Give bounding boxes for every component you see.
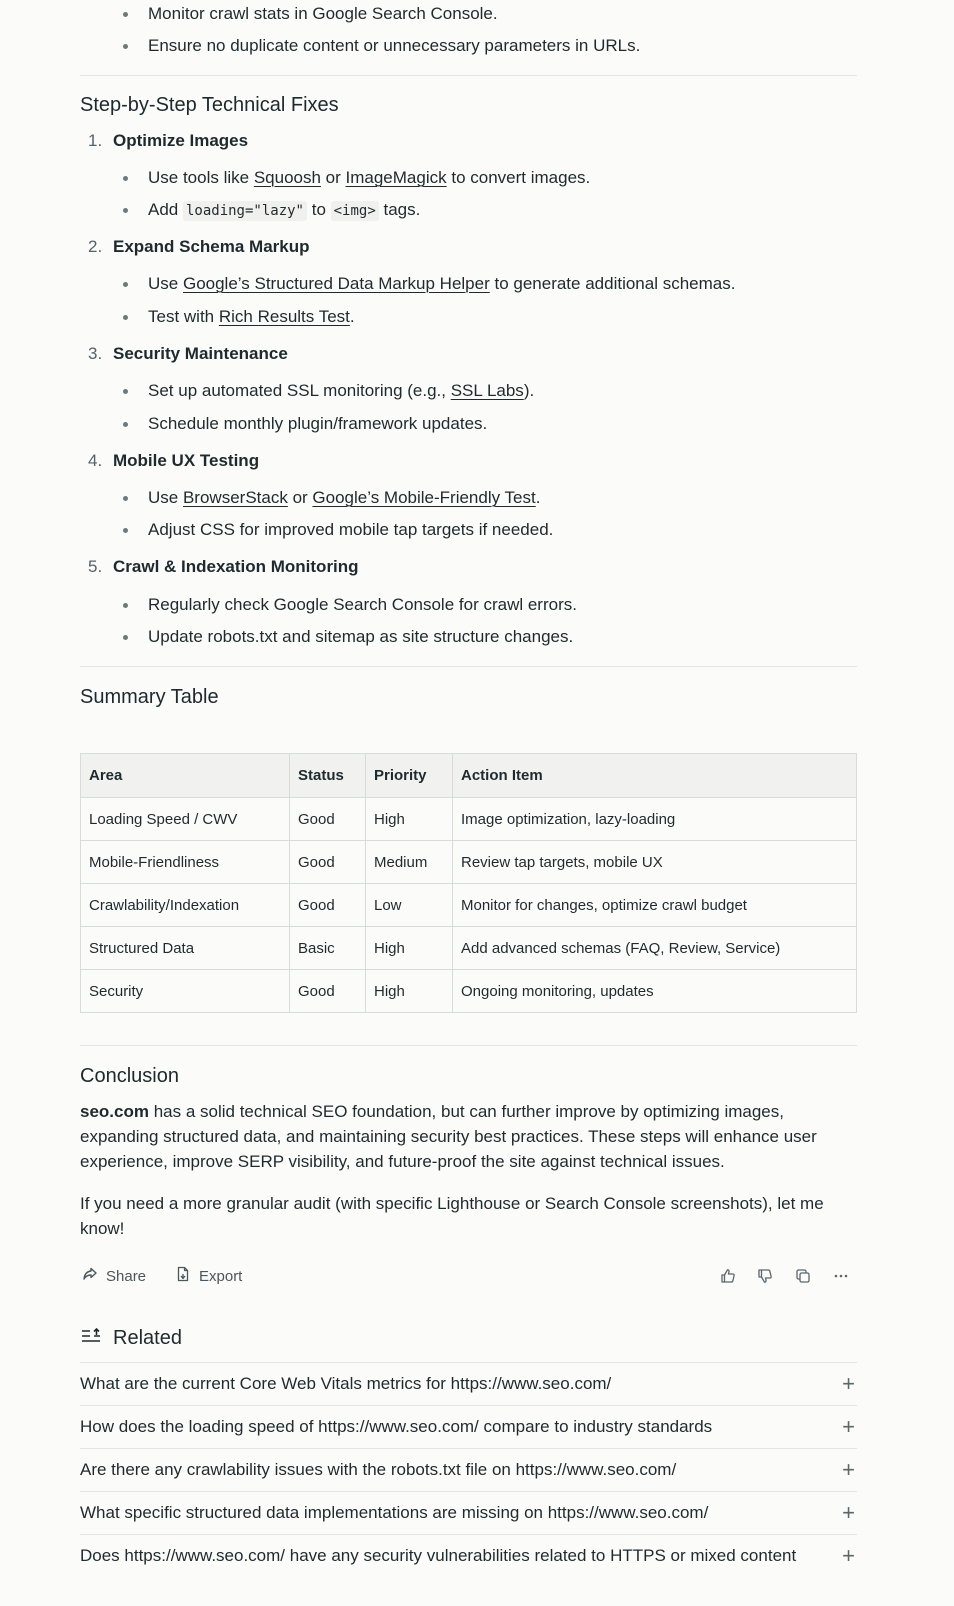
- table-header-row: [81, 754, 857, 798]
- table-cell: Low: [366, 884, 453, 927]
- list-item: Monitor crawl stats in Google Search Console.: [148, 2, 498, 26]
- section-heading-steps: Step-by-Step Technical Fixes: [80, 94, 339, 116]
- export-icon: [175, 1266, 191, 1286]
- list-item: Update robots.txt and sitemap as site structure changes.: [148, 625, 573, 649]
- list-item: Set up automated SSL monitoring (e.g., SSL Labs).: [148, 379, 534, 403]
- summary-table: [80, 753, 857, 1013]
- table-row: [81, 798, 857, 841]
- table-cell: Image optimization, lazy-loading: [453, 798, 857, 841]
- table-cell: Crawlability/Indexation: [81, 884, 290, 927]
- step-item: 5. Crawl & Indexation Monitoring: [88, 557, 359, 576]
- table-cell: High: [366, 970, 453, 1013]
- related-heading: Related: [113, 1327, 182, 1349]
- share-icon: [82, 1266, 98, 1286]
- column-header: Area: [81, 754, 290, 798]
- section-heading-conclusion: Conclusion: [80, 1065, 179, 1087]
- markup-helper-link[interactable]: Google’s Structured Data Markup Helper: [182, 274, 490, 293]
- table-cell: High: [366, 927, 453, 970]
- table-cell: Structured Data: [81, 927, 290, 970]
- table-cell: Good: [290, 884, 366, 927]
- table-cell: Add advanced schemas (FAQ, Review, Service): [453, 927, 857, 970]
- more-icon[interactable]: [830, 1265, 852, 1287]
- list-item: Ensure no duplicate content or unnecessary parameters in URLs.: [148, 34, 640, 58]
- list-item: Use Google’s Structured Data Markup Helper to generate additional schemas.: [148, 272, 735, 296]
- list-item: Use tools like Squoosh or ImageMagick to convert images.: [148, 166, 590, 190]
- plus-icon: +: [842, 1414, 855, 1439]
- related-item[interactable]: What specific structured data implementations are missing on https://www.seo.com/ +: [80, 1491, 857, 1534]
- related-item[interactable]: How does the loading speed of https://www.seo.com/ compare to industry standards +: [80, 1405, 857, 1448]
- list-item: Regularly check Google Search Console for crawl errors.: [148, 593, 577, 617]
- mobile-friendly-test-link[interactable]: Google’s Mobile-Friendly Test: [312, 488, 536, 507]
- table-row: [81, 884, 857, 927]
- table-cell: Good: [290, 798, 366, 841]
- table-row: [81, 970, 857, 1013]
- list-item: Adjust CSS for improved mobile tap targets if needed.: [148, 518, 553, 542]
- divider: [80, 666, 857, 667]
- conclusion-paragraph: seo.com has a solid technical SEO foundation, but can further improve by optimizing images, expanding structured data, and maintaining security best practices. These steps will enhance user experience, improve SERP visibility, and future-proof the site against technical issues.: [80, 1102, 817, 1171]
- column-header: Action Item: [453, 754, 857, 798]
- related-item[interactable]: What are the current Core Web Vitals metrics for https://www.seo.com/ +: [80, 1362, 857, 1405]
- step-item: 4. Mobile UX Testing: [88, 451, 260, 470]
- squoosh-link[interactable]: Squoosh: [253, 168, 321, 187]
- divider: [80, 1045, 857, 1046]
- rich-results-link[interactable]: Rich Results Test: [218, 307, 350, 326]
- table-row: [81, 927, 857, 970]
- table-cell: High: [366, 798, 453, 841]
- table-cell: Security: [81, 970, 290, 1013]
- plus-icon: +: [842, 1371, 855, 1396]
- table-cell: Monitor for changes, optimize crawl budget: [453, 884, 857, 927]
- thumbs-down-icon[interactable]: [754, 1265, 776, 1287]
- copy-icon[interactable]: [792, 1265, 814, 1287]
- related-item[interactable]: Does https://www.seo.com/ have any security vulnerabilities related to HTTPS or mixed content +: [80, 1534, 857, 1577]
- browserstack-link[interactable]: BrowserStack: [182, 488, 288, 507]
- list-item: Add loading="lazy" to <img> tags.: [148, 198, 420, 223]
- table-row: [81, 841, 857, 884]
- table-cell: Good: [290, 841, 366, 884]
- code-snippet: <img>: [331, 201, 379, 221]
- related-icon: [80, 1327, 102, 1350]
- list-item: Schedule monthly plugin/framework updates.: [148, 412, 487, 436]
- column-header: Status: [290, 754, 366, 798]
- column-header: Priority: [366, 754, 453, 798]
- thumbs-up-icon[interactable]: [717, 1265, 739, 1287]
- export-button[interactable]: Export: [175, 1266, 242, 1286]
- list-item: Test with Rich Results Test.: [148, 305, 355, 329]
- related-header: [80, 1327, 182, 1350]
- section-heading-summary: Summary Table: [80, 686, 219, 708]
- table-cell: Review tap targets, mobile UX: [453, 841, 857, 884]
- plus-icon: +: [842, 1543, 855, 1568]
- plus-icon: +: [842, 1500, 855, 1525]
- step-item: 3. Security Maintenance: [88, 344, 288, 363]
- share-button[interactable]: Share: [82, 1266, 146, 1286]
- imagemagick-link[interactable]: ImageMagick: [345, 168, 447, 187]
- related-item[interactable]: Are there any crawlability issues with the robots.txt file on https://www.seo.com/ +: [80, 1448, 857, 1491]
- table-cell: Basic: [290, 927, 366, 970]
- conclusion-paragraph: If you need a more granular audit (with specific Lighthouse or Search Console screenshots), let me know!: [80, 1194, 824, 1238]
- table-cell: Mobile-Friendliness: [81, 841, 290, 884]
- ssl-labs-link[interactable]: SSL Labs: [450, 381, 524, 400]
- brand-name: seo.com: [80, 1102, 149, 1121]
- table-cell: Medium: [366, 841, 453, 884]
- step-item: 2. Expand Schema Markup: [88, 237, 310, 256]
- divider: [80, 75, 857, 76]
- table-cell: Good: [290, 970, 366, 1013]
- table-cell: Ongoing monitoring, updates: [453, 970, 857, 1013]
- list-item: Use BrowserStack or Google’s Mobile-Friendly Test.: [148, 486, 540, 510]
- code-snippet: loading="lazy": [183, 201, 307, 221]
- table-cell: Loading Speed / CWV: [81, 798, 290, 841]
- step-item: 1. Optimize Images: [88, 131, 249, 150]
- plus-icon: +: [842, 1457, 855, 1482]
